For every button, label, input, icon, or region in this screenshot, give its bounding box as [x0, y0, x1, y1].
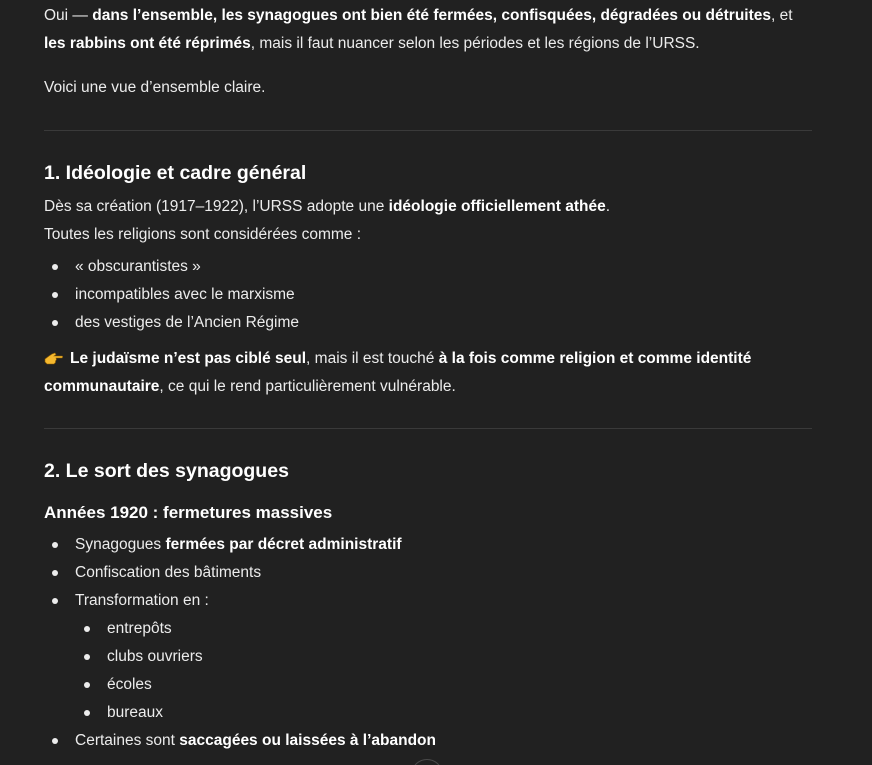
list-item-text: « obscurantistes »: [75, 258, 201, 275]
bold-text: idéologie officiellement athée: [388, 198, 606, 215]
list-item-text: incompatibles avec le marxisme: [75, 286, 295, 303]
list-item: [44, 281, 812, 309]
intro-paragraph: [44, 2, 812, 58]
text: .: [605, 198, 611, 215]
bullet-icon: [52, 738, 58, 744]
intro-bold-1: dans l’ensemble, les synagogues ont bien été fermées, confisquées, dégradées ou détruites: [92, 7, 772, 24]
bold-text: à la fois comme religion et comme identité communautaire: [44, 350, 752, 395]
section-1-heading: 1. Idéologie et cadre général: [44, 162, 307, 184]
assistant-message: [44, 2, 812, 755]
section-2-heading: 2. Le sort des synagogues: [44, 460, 289, 482]
list-item-text: Transformation en :: [75, 592, 209, 609]
bullet-icon: [52, 542, 58, 548]
list-item: [44, 587, 812, 727]
scroll-to-bottom-button[interactable]: [411, 759, 443, 765]
list-item: [44, 727, 812, 755]
intro-text: Oui —: [44, 7, 93, 24]
list-item: [44, 531, 812, 559]
bold-text: saccagées ou laissées à l’abandon: [179, 732, 436, 749]
text: , ce qui le rend particulièrement vulnérable.: [159, 378, 456, 395]
bullet-icon: [52, 264, 58, 270]
section-divider: [44, 428, 812, 429]
list-item: [44, 559, 812, 587]
nested-list-item: [75, 671, 812, 699]
list-item-text: Certaines sont: [75, 732, 180, 749]
bullet-icon: [52, 320, 58, 326]
intro-text: , et: [771, 7, 793, 24]
list-item-text: Confiscation des bâtiments: [75, 564, 262, 581]
list-item: [44, 309, 812, 337]
nested-list-item: [75, 699, 812, 727]
bullet-icon: [84, 626, 90, 632]
bullet-icon: [84, 682, 90, 688]
list-item-text: des vestiges de l’Ancien Régime: [75, 314, 300, 331]
list-item-text: clubs ouvriers: [107, 648, 203, 665]
synagogues-list: [44, 531, 812, 755]
bullet-icon: [84, 654, 90, 660]
list-item-text: entrepôts: [107, 620, 172, 637]
list-item-text: Synagogues: [75, 536, 166, 553]
bullet-icon: [52, 292, 58, 298]
pointing-hand-icon: [44, 351, 64, 365]
bullet-icon: [84, 710, 90, 716]
religions-list: [44, 253, 812, 337]
section-1-line-2: Toutes les religions sont considérées comme :: [44, 226, 362, 243]
list-item-text: écoles: [107, 676, 152, 693]
text: Dès sa création (1917–1922), l’URSS adopte une: [44, 198, 389, 215]
bullet-icon: [52, 570, 58, 576]
section-divider: [44, 130, 812, 131]
bullet-icon: [52, 598, 58, 604]
bold-text: Le judaïsme n’est pas ciblé seul: [70, 350, 307, 367]
section-1-note: [44, 345, 812, 401]
nested-list-item: [75, 643, 812, 671]
intro-bold-2: les rabbins ont été réprimés: [44, 35, 251, 52]
intro-summary: Voici une vue d’ensemble claire.: [44, 79, 266, 96]
list-item: [44, 253, 812, 281]
bold-text: fermées par décret administratif: [165, 536, 402, 553]
list-item-text: bureaux: [107, 704, 164, 721]
nested-list-item: [75, 615, 812, 643]
section-1-line-1: [44, 193, 812, 221]
transformation-list: [75, 615, 812, 727]
section-2-subheading: Années 1920 : fermetures massives: [44, 503, 333, 522]
text: , mais il est touché: [306, 350, 439, 367]
intro-text: , mais il faut nuancer selon les périodes et les régions de l’URSS.: [250, 35, 700, 52]
